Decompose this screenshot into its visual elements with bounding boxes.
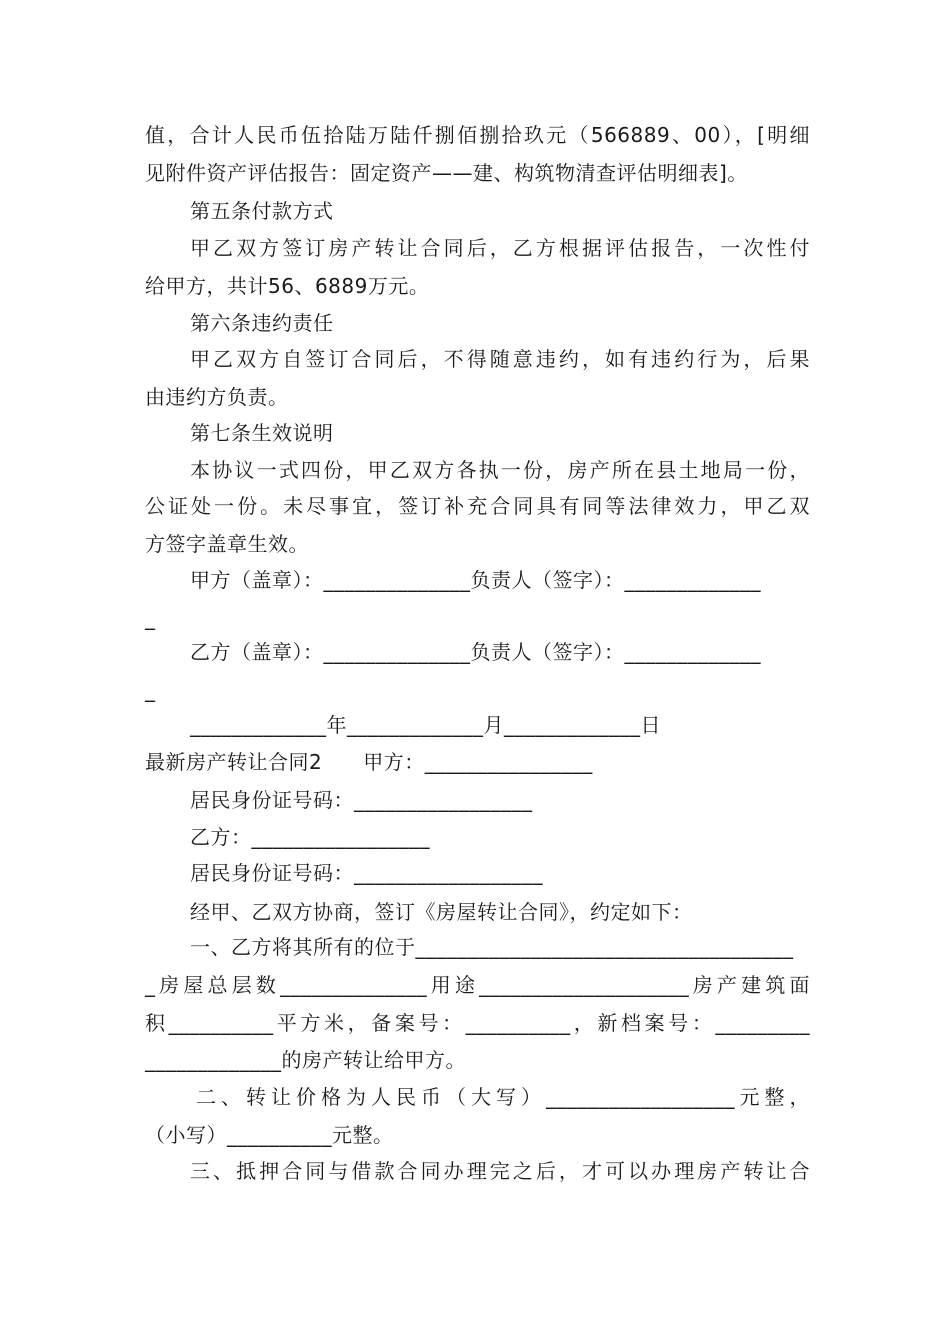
text-line: （小写）__________元整。: [145, 1123, 394, 1147]
text-line: 由违约方负责。: [145, 385, 289, 409]
text-line: 经甲、乙双方协商，签订《房屋转让合同》，约定如下：: [190, 900, 693, 924]
text-line: 甲乙双方签订房产转让合同后，乙方根据评估报告，一次性付: [190, 236, 810, 260]
text-line: 一、乙方将其所有的位于____________________________________: [190, 935, 794, 959]
id-number-line: 居民身份证号码：_________________: [190, 788, 533, 812]
text-line: 积__________平方米，备案号：__________，新档案号：_________: [145, 1011, 810, 1035]
date-line: _____________年_____________月_____________日: [190, 713, 661, 737]
text-line: _: [145, 606, 156, 630]
text-line: _____________的房产转让给甲方。: [145, 1048, 466, 1072]
section-heading: 第六条违约责任: [190, 311, 334, 335]
text-line: 方签字盖章生效。: [145, 532, 309, 556]
text-line: 值，合计人民币伍拾陆万陆仟捌佰捌拾玖元（566889、00），[明细: [145, 123, 810, 147]
text-line: 甲乙双方自签订合同后，不得随意违约，如有违约行为，后果: [190, 347, 810, 371]
signature-line-party-a: 甲方（盖章）：______________负责人（签字）：_____________: [190, 568, 761, 592]
section-heading: 第五条付款方式: [190, 199, 334, 223]
text-line: 本协议一式四份，甲乙双方各执一份，房产所在县土地局一份，: [190, 458, 810, 482]
text-line: 见附件资产评估报告：固定资产——建、构筑物清查评估明细表]。: [145, 161, 748, 185]
text-line: 二、转让价格为人民币（大写）__________________元整，: [196, 1085, 810, 1109]
signature-line-party-b: 乙方（盖章）：______________负责人（签字）：_____________: [190, 640, 761, 664]
text-line: 三、抵押合同与借款合同办理完之后，才可以办理房产转让合: [190, 1159, 810, 1183]
text-line: _房屋总层数______________用途____________________房产建筑面: [145, 973, 810, 997]
id-number-line: 居民身份证号码：__________________: [190, 861, 543, 885]
text-line: 给甲方，共计56、6889万元。: [145, 274, 430, 298]
document-title-line: 最新房产转让合同2 甲方：________________: [145, 750, 593, 774]
party-b-line: 乙方：_________________: [190, 825, 430, 849]
section-heading: 第七条生效说明: [190, 421, 334, 445]
text-line: 公证处一份。未尽事宜，签订补充合同具有同等法律效力，甲乙双: [145, 494, 810, 518]
text-line: _: [145, 678, 156, 702]
